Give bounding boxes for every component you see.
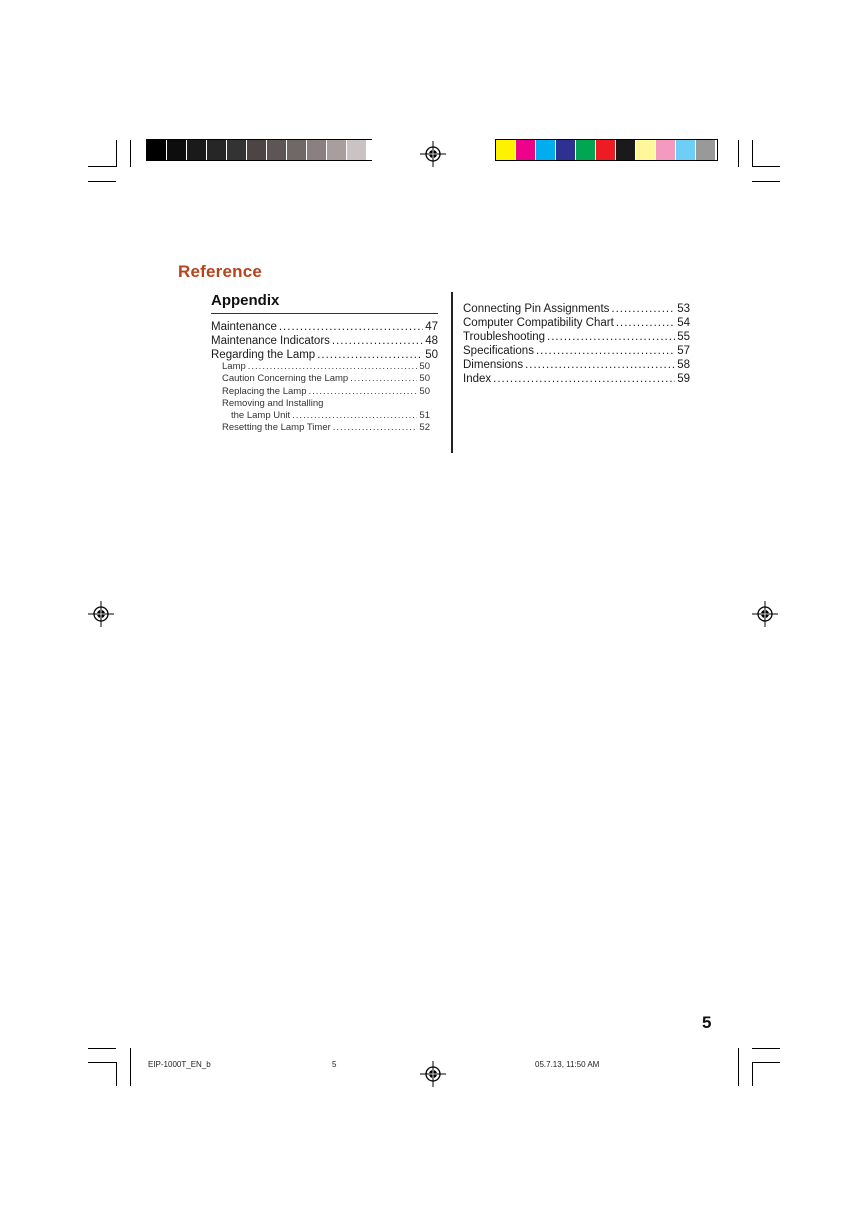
toc-item-page: 58	[677, 359, 690, 371]
toc-item-regarding-the-lamp[interactable]	[211, 348, 438, 362]
page-number: 5	[702, 1013, 712, 1032]
toc-item-label: Maintenance Indicators	[211, 335, 330, 347]
toc-item-maintenance[interactable]	[211, 320, 438, 334]
process-swatch-4	[556, 140, 576, 160]
toc-leader	[332, 334, 423, 348]
toc-item-label: Replacing the Lamp	[222, 385, 307, 397]
title-underline	[211, 313, 438, 314]
gray-swatch-5	[227, 140, 247, 160]
toc-item-troubleshooting[interactable]	[463, 330, 690, 344]
gray-color-bar	[147, 140, 387, 160]
crop-mark	[752, 166, 780, 167]
crop-mark	[752, 1062, 780, 1063]
toc-item-page: 54	[677, 317, 690, 329]
appendix-title: Appendix	[211, 292, 280, 309]
gray-swatch-7	[267, 140, 287, 160]
process-swatch-11	[696, 140, 716, 160]
process-swatch-6	[596, 140, 616, 160]
process-swatch-9	[656, 140, 676, 160]
toc-item-page: 55	[677, 331, 690, 343]
process-swatch-8	[636, 140, 656, 160]
registration-mark-icon	[752, 601, 778, 627]
right-column-toc	[463, 302, 690, 386]
slug-page: 5	[332, 1060, 337, 1069]
process-swatch-7	[616, 140, 636, 160]
process-swatch-5	[576, 140, 596, 160]
toc-item-label: Troubleshooting	[463, 331, 546, 343]
crop-mark	[738, 1048, 739, 1086]
slug-timestamp: 05.7.13, 11:50 AM	[535, 1060, 600, 1069]
toc-leader	[350, 373, 417, 385]
toc-item-label: Dimensions	[463, 359, 524, 371]
crop-mark	[88, 1048, 116, 1049]
toc-item-label: Caution Concerning the Lamp	[222, 373, 349, 385]
toc-item-label: Regarding the Lamp	[211, 349, 316, 361]
column-divider	[451, 292, 453, 453]
slug-filename: EIP-1000T_EN_b	[148, 1060, 211, 1069]
toc-item-page: 50	[419, 361, 430, 372]
registration-mark-icon	[88, 601, 114, 627]
gray-swatch-3	[187, 140, 207, 160]
process-swatch-3	[536, 140, 556, 160]
crop-mark	[752, 140, 753, 167]
toc-leader	[309, 386, 418, 398]
toc-item-page: 59	[677, 373, 690, 385]
toc-leader	[611, 302, 675, 316]
toc-item-page: 50	[419, 373, 430, 385]
process-swatch-1	[496, 140, 516, 160]
crop-mark	[88, 166, 116, 167]
toc-item-page: 47	[425, 321, 438, 333]
crop-mark	[130, 140, 131, 167]
toc-leader	[333, 422, 418, 434]
toc-leader	[317, 348, 423, 362]
toc-subitem-resetting-timer[interactable]	[222, 422, 430, 434]
toc-subitem-caution-lamp[interactable]	[222, 373, 430, 385]
gray-swatch-9	[307, 140, 327, 160]
process-color-bar	[496, 140, 716, 160]
toc-item-page: 48	[425, 335, 438, 347]
crop-mark	[738, 140, 739, 167]
gray-swatch-6	[247, 140, 267, 160]
crop-mark	[130, 1048, 131, 1086]
toc-leader	[536, 344, 675, 358]
gray-swatch-11	[347, 140, 367, 160]
section-title: Reference	[178, 262, 263, 281]
toc-leader	[493, 372, 675, 386]
gray-swatch-2	[167, 140, 187, 160]
toc-item-page: 57	[677, 345, 690, 357]
crop-mark	[752, 181, 780, 182]
toc-item-label: Index	[463, 373, 492, 385]
toc-item-dimensions[interactable]	[463, 358, 690, 372]
registration-mark-icon	[420, 1061, 446, 1087]
toc-item-index[interactable]	[463, 372, 690, 386]
registration-mark-icon	[420, 141, 446, 167]
toc-item-page: 50	[419, 385, 430, 397]
toc-item-label: Connecting Pin Assignments	[463, 303, 610, 315]
crop-mark	[752, 1062, 753, 1086]
crop-mark	[116, 1062, 117, 1086]
toc-item-label: Resetting the Lamp Timer	[222, 422, 331, 434]
toc-item-connecting-pin-assignments[interactable]	[463, 302, 690, 316]
toc-subitem-removing-installing[interactable]: Removing and Installing	[222, 397, 324, 409]
toc-subitem-replacing-lamp[interactable]	[222, 386, 430, 398]
toc-leader	[616, 316, 675, 330]
toc-leader	[279, 320, 423, 334]
gray-swatch-8	[287, 140, 307, 160]
toc-item-maintenance-indicators[interactable]	[211, 334, 438, 348]
toc-leader	[292, 410, 417, 422]
process-swatch-2	[516, 140, 536, 160]
toc-item-label: Computer Compatibility Chart	[463, 317, 614, 329]
toc-item-label: Specifications	[463, 345, 534, 357]
toc-item-page: 52	[419, 422, 430, 434]
toc-leader	[248, 361, 418, 373]
toc-item-page: 50	[425, 349, 438, 361]
toc-leader	[525, 358, 675, 372]
toc-item-label: the Lamp Unit	[231, 410, 291, 422]
toc-item-label: Maintenance	[211, 321, 277, 333]
gray-swatch-12	[367, 140, 387, 160]
crop-mark	[752, 1048, 780, 1049]
toc-item-specifications[interactable]	[463, 344, 690, 358]
crop-mark	[116, 140, 117, 167]
toc-item-page: 53	[677, 303, 690, 315]
toc-subitem-lamp[interactable]	[222, 361, 430, 373]
appendix-subtoc	[222, 361, 430, 435]
toc-leader	[547, 330, 675, 344]
crop-mark	[88, 1062, 116, 1063]
toc-item-label: Lamp	[222, 361, 246, 372]
toc-subitem-lamp-unit[interactable]	[222, 410, 430, 422]
appendix-toc	[211, 320, 438, 362]
process-swatch-10	[676, 140, 696, 160]
gray-swatch-1	[147, 140, 167, 160]
gray-swatch-4	[207, 140, 227, 160]
crop-mark	[88, 181, 116, 182]
toc-item-computer-compatibility-chart[interactable]	[463, 316, 690, 330]
toc-item-page: 51	[419, 410, 430, 422]
gray-swatch-10	[327, 140, 347, 160]
